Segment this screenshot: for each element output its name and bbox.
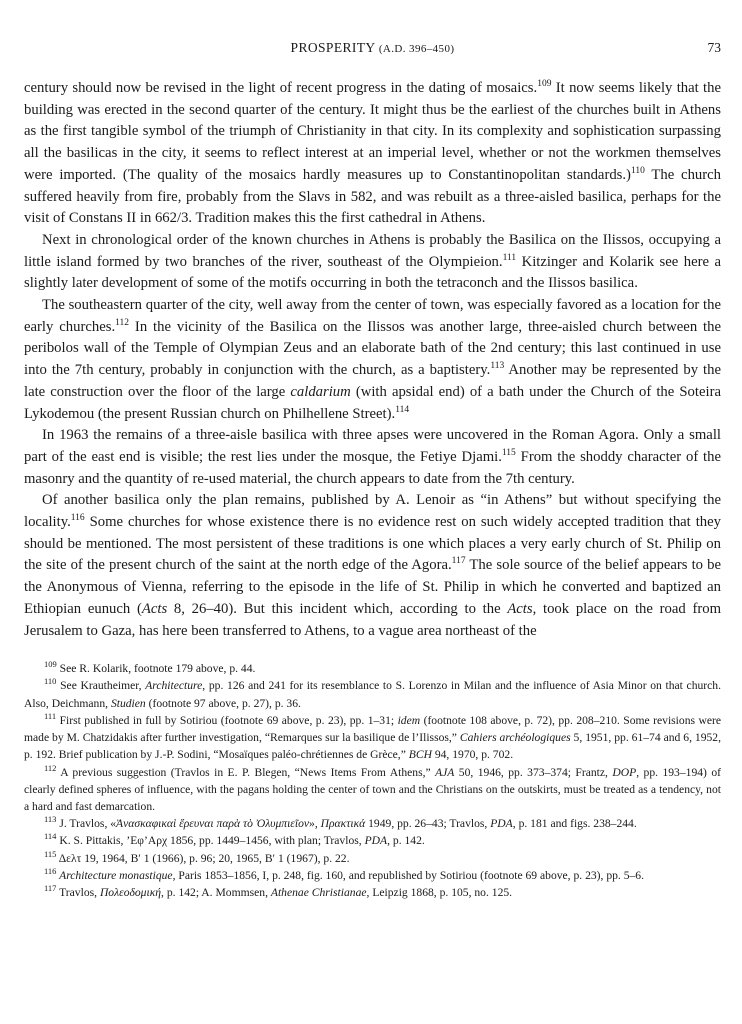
text-run: Δελτ 19, 1964, Β′ 1 (1966), p. 96; 20, 1965, Β′ 1 (1967), p. 22. xyxy=(56,851,350,865)
italic-text: Studien xyxy=(110,696,146,710)
footnote xyxy=(24,677,721,711)
footnote xyxy=(24,712,721,764)
page-header xyxy=(24,40,721,62)
footnote xyxy=(24,832,721,849)
text-run: 1949, pp. 26–43; Travlos, xyxy=(365,817,491,831)
paragraph xyxy=(24,230,721,295)
text-run: 50, 1946, pp. 373–374; Frantz, xyxy=(454,765,613,779)
footnotes xyxy=(24,660,721,901)
footnote-reference: 114 xyxy=(395,404,410,415)
paragraph xyxy=(24,425,721,490)
footnote-number: 111 xyxy=(44,711,57,722)
text-run: (with apsidal end) of a bath under the Church of the Soteira Lykodemou (the present Russian church on Philhellene Street). xyxy=(24,383,721,422)
paragraph xyxy=(24,295,721,425)
footnote xyxy=(24,867,721,884)
footnote xyxy=(24,764,721,816)
footnote-reference: 113 xyxy=(490,361,505,372)
footnote-reference: 116 xyxy=(70,513,85,524)
text-run: 5, 1951, pp. 61–74 and 6, 1952, p. 192. Brief publication by J.-P. Sodini, “Mosaïques paléo-chrétiennes de Grèce,” xyxy=(24,731,721,762)
text-run: Some churches for whose existence there is no evidence rest on such widely accepted tradition that they should be mentioned. The most persistent of these traditions is one which places a very early church of St. Philip on the site of the present church of the saint at the north edge of the Agora. xyxy=(24,514,721,574)
text-run: In the vicinity of the Basilica on the Ilissos was another large, three-aisled church between the peribolos wall of the Temple of Olympian Zeus and an elaborate bath of the 2nd century; this last continued in use into the 7th century, probably in conjunction with the church, as a baptistery. xyxy=(24,318,721,379)
italic-text: Acts xyxy=(141,600,168,617)
italic-text: Acts xyxy=(507,600,533,617)
paragraph xyxy=(24,78,721,230)
footnote-reference: 115 xyxy=(501,448,516,459)
text-run: , Leipzig 1868, p. 105, no. 125. xyxy=(366,885,513,899)
text-run: (footnote 108 above, p. 72), pp. 208–210. Some revisions were made by M. Chatzidakis after further investigation, “Remarques sur la basilique de l’Ilissos,” xyxy=(24,713,721,745)
italic-text: Architecture monastique xyxy=(56,868,173,882)
footnote-number: 114 xyxy=(44,831,57,842)
footnote xyxy=(24,660,721,677)
text-run: , p. 142; A. Mommsen, xyxy=(161,885,271,899)
italic-text: Ἀνασκαφικαὶ ἔρευναι παρὰ τὸ Ὀλυμπιεῖον xyxy=(116,817,310,831)
italic-text: Architecture xyxy=(145,679,203,693)
text-run: From the shoddy character of the masonry and the quantity of re-used material, the church appears to date from the 7th century. xyxy=(24,448,721,487)
text-run: (footnote 97 above, p. 27), p. 36. xyxy=(145,696,301,710)
text-run: A previous suggestion (Travlos in E. P. Blegen, “News Items From Athens,” xyxy=(56,765,436,779)
footnote xyxy=(24,850,721,867)
footnote-number: 113 xyxy=(44,814,57,825)
footnote-number: 109 xyxy=(44,659,57,670)
text-run: 94, 1970, p. 702. xyxy=(431,748,514,762)
italic-text: Πολεοδομική xyxy=(99,885,162,899)
text-run: The southeastern quarter of the city, well away from the center of town, was especially favored as a location for the early churches. xyxy=(24,297,721,335)
text-run: 8, 26–40). But this incident which, according to the xyxy=(167,600,508,617)
italic-text: PDA xyxy=(490,817,513,831)
text-run: First published in full by Sotiriou (footnote 69 above, p. 23), pp. 1–31; xyxy=(56,713,398,727)
text-run: The church suffered heavily from fire, probably from the Slavs in 582, and was rebuilt as a three-aisled basilica, perhaps for the visit of Constans II in 662/3. Tradition makes this the first cathedral in Athens. xyxy=(24,166,722,227)
text-run: Another may be represented by the late construction over the floor of the large xyxy=(24,362,721,400)
footnote-number: 110 xyxy=(44,676,57,687)
text-run: The sole source of the belief appears to be the Anonymous of Vienna, referring to the episode in the life of St. Philip in which he converted and baptized an Ethiopian eunuch ( xyxy=(24,557,721,617)
text-run: See R. Kolarik, footnote 179 above, p. 44. xyxy=(56,662,256,676)
italic-text: idem xyxy=(397,713,421,727)
footnote-reference: 109 xyxy=(537,79,552,90)
text-run: In 1963 the remains of a three-aisle basilica with three apses were uncovered in the Roman Agora. Only a small part of the east end is visible; the rest lies under the mosque, the Fetiye Djami. xyxy=(24,427,721,465)
footnote-number: 117 xyxy=(44,883,57,894)
text-run: J. Travlos, « xyxy=(56,817,117,831)
running-title xyxy=(24,40,721,56)
footnote xyxy=(24,884,721,901)
text-run: Travlos, xyxy=(56,885,100,899)
italic-text: DOP xyxy=(612,765,637,779)
text-run: Next in chronological order of the known churches in Athens is probably the Basilica on the Ilissos, occupying a little island formed by two branches of the river, southeast of the Olympieion. xyxy=(24,231,721,270)
footnote-reference: 117 xyxy=(451,556,466,567)
italic-text: Cahiers archéologiques xyxy=(459,731,571,745)
book-page xyxy=(24,40,721,901)
text-run: , p. 142. xyxy=(387,834,425,848)
text-run: », xyxy=(309,817,321,831)
text-run: Kitzinger and Kolarik see here a slightly later development of some of the motifs occurring in both the tetraconch and the Ilissos basilica. xyxy=(24,253,721,292)
page-number: 73 xyxy=(707,40,721,55)
text-run: See Krautheimer, xyxy=(56,679,146,693)
text-run: Of another basilica only the plan remains, published by A. Lenoir as “in Athens” but without specifying the locality. xyxy=(24,492,721,531)
italic-text: Πρακτικά xyxy=(320,817,366,831)
footnote-reference: 112 xyxy=(115,317,130,328)
italic-text: Athenae Christianae xyxy=(270,885,367,899)
italic-text: AJA xyxy=(435,765,455,779)
text-run: , Paris 1853–1856, I, p. 248, fig. 160, and republished by Sotiriou (footnote 69 above, p. 23), pp. 5–6. xyxy=(172,868,645,882)
italic-text: caldarium xyxy=(290,383,351,400)
text-run: , p. 181 and figs. 238–244. xyxy=(512,817,637,831)
running-title-main: PROSPERITY xyxy=(290,40,376,55)
paragraph xyxy=(24,490,721,642)
text-run: It now seems likely that the building was erected in the second quarter of the century. It might thus be the earliest of the churches built in Athens as the first tangible symbol of the triumph of Christianity in that city. In its complexity and sophistication surpassing all the basilicas in the city, it seems to reflect interest at an imperial level, whether or not the workmen themselves were imported. (The quality of the mosaics hardly measures up to Constantinopolitan standards.) xyxy=(24,80,722,183)
footnote-reference: 111 xyxy=(502,252,517,263)
text-run: , took place on the road from Jerusalem to Gaza, has here been transferred to Athens, to a vague area northeast of the xyxy=(24,600,722,639)
text-run: , pp. 126 and 241 for its resemblance to S. Lorenzo in Milan and the influence of Asia Minor on that church. Also, Deichmann, xyxy=(24,679,721,710)
text-run: K. S. Pittakis, ’Εφ’Αρχ 1856, pp. 1449–1456, with plan; Travlos, xyxy=(56,834,365,848)
italic-text: PDA xyxy=(364,834,388,848)
footnote-number: 116 xyxy=(44,865,57,876)
footnote xyxy=(24,815,721,832)
text-run: century should now be revised in the light of recent progress in the dating of mosaics. xyxy=(24,80,538,96)
footnote-number: 112 xyxy=(44,762,57,773)
text-run: , pp. 193–194) of clearly defined spheres of influence, with the pagans holding the center of town and the Christians on the outskirts, must be treated as a tendency, not a hard and fast demarcation. xyxy=(24,765,721,813)
footnote-reference: 110 xyxy=(630,165,645,176)
italic-text: BCH xyxy=(408,748,432,762)
footnote-number: 115 xyxy=(44,848,57,859)
running-title-dates: (A.D. 396–450) xyxy=(378,43,455,55)
body-text xyxy=(24,78,721,642)
